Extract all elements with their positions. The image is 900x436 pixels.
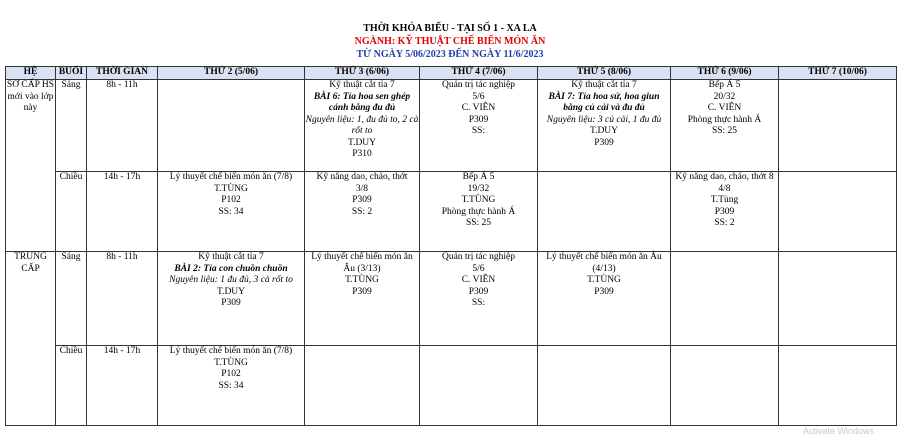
class-line: P309	[221, 298, 241, 308]
buoi-cell: Chiều	[56, 172, 87, 252]
class-line: T.TÙNG	[587, 275, 621, 285]
class-line: T.TÙNG	[214, 357, 248, 368]
class-cell	[158, 172, 305, 252]
class-line: Nguyên liệu: 1, đu đủ to, 2 cà rốt to	[305, 114, 419, 136]
class-line: SS: 34	[218, 380, 244, 391]
class-line: 4/8	[718, 183, 731, 194]
class-line: C. VIÊN	[707, 103, 742, 113]
class-cell	[305, 80, 420, 172]
class-line: 3/8	[355, 183, 369, 194]
class-cell	[671, 172, 779, 252]
time-cell: 8h - 11h	[87, 252, 158, 346]
class-cell	[158, 80, 305, 172]
class-line: Nguyên liệu: 3 củ cải, 1 đu đủ	[546, 114, 662, 125]
class-cell	[158, 252, 305, 346]
class-line: T.TÙNG	[214, 183, 248, 194]
class-line: 5/6	[472, 263, 485, 274]
watermark: Activate Windows	[802, 426, 874, 436]
class-line: Kỹ năng dao, chảo, thớt	[316, 172, 408, 182]
class-cell	[420, 346, 538, 426]
table-row	[6, 172, 897, 252]
class-line: P102	[221, 369, 241, 379]
class-line: P309	[594, 286, 614, 297]
class-line: Kỹ thuật cắt tỉa 7	[198, 252, 264, 262]
class-line: SS: 2	[351, 206, 373, 217]
class-cell	[538, 346, 671, 426]
class-cell	[305, 252, 420, 346]
class-line: Quản trị tác nghiệp	[441, 80, 516, 90]
class-cell	[538, 172, 671, 252]
he-cell: TRUNG CẤP	[6, 252, 56, 426]
class-line: P309	[714, 206, 735, 217]
class-line: Kỹ thuật cắt tỉa 7	[329, 80, 395, 90]
class-line: BÀI 6: Tỉa hoa sen ghép cánh bằng đu đủ	[313, 91, 411, 113]
class-cell	[420, 80, 538, 172]
col-he: HỆ	[6, 67, 56, 80]
class-line: T.DUY	[347, 137, 377, 148]
class-line: Lý thuyết chế biến món ăn (7/8)	[169, 172, 293, 182]
class-cell	[420, 252, 538, 346]
timetable	[5, 66, 897, 426]
class-line: BÀI 2: Tỉa con chuồn chuồn	[174, 263, 288, 274]
class-cell	[779, 172, 897, 252]
class-line: 19/32	[467, 183, 490, 194]
table-row	[6, 80, 897, 172]
class-line: Lý thuyết chế biến món ăn (7/8)	[169, 346, 293, 356]
class-line: C. VIÊN	[461, 275, 496, 285]
header-row	[6, 67, 897, 80]
page-title: THỜI KHÓA BIỂU - TẠI SỐ 1 - XA LA	[363, 23, 537, 34]
class-line: T.DUY	[589, 126, 619, 136]
class-line: T.TÙNG	[345, 275, 379, 285]
class-line: P309	[468, 114, 489, 125]
class-line: SS: 25	[711, 126, 738, 136]
table-row	[6, 346, 897, 426]
class-line: Quản trị tác nghiệp	[441, 252, 516, 262]
class-cell	[420, 172, 538, 252]
col-buoi: BUỔI	[56, 67, 87, 80]
class-line: P309	[468, 286, 489, 297]
class-line: P309	[594, 137, 614, 148]
class-cell	[779, 346, 897, 426]
class-line: Bếp Á 5	[462, 172, 495, 182]
class-line: P102	[221, 195, 241, 205]
time-cell: 8h - 11h	[87, 80, 158, 172]
class-line: BÀI 7: Tỉa hoa sứ, hoa giun bằng củ cải và đu đủ	[548, 91, 660, 113]
class-line: P310	[352, 149, 372, 159]
class-line: SS: 25	[465, 218, 492, 228]
class-line: SS:	[471, 298, 486, 308]
class-cell	[158, 346, 305, 426]
buoi-cell: Chiều	[56, 346, 87, 426]
class-line: SS:	[471, 126, 486, 136]
class-line: T.DUY	[216, 286, 246, 297]
col-day: THỨ 3 (6/06)	[305, 67, 420, 80]
class-cell	[538, 252, 671, 346]
class-line: SS: 34	[218, 206, 244, 217]
header	[0, 22, 900, 61]
class-line: T.TÙNG	[461, 195, 496, 205]
class-line: P309	[352, 195, 372, 205]
class-line: Nguyên liệu: 1 đu đủ, 3 cà rốt to	[169, 275, 293, 285]
time-cell: 14h - 17h	[87, 172, 158, 252]
class-line: Lý thuyết chế biến món ăn Âu (3/13)	[311, 252, 413, 274]
col-day: THỨ 2 (5/06)	[158, 67, 305, 80]
class-line: 20/32	[713, 91, 736, 102]
class-cell	[305, 172, 420, 252]
class-line: Kỹ thuật cắt tỉa 7	[571, 80, 637, 90]
buoi-cell: Sáng	[56, 80, 87, 172]
class-line: Bếp Á 5	[708, 80, 741, 90]
class-line: P309	[352, 286, 372, 297]
buoi-cell: Sáng	[56, 252, 87, 346]
class-line: C. VIÊN	[461, 103, 496, 113]
class-cell	[779, 252, 897, 346]
col-day: THỨ 4 (7/06)	[420, 67, 538, 80]
class-line: Phòng thực hành Á	[441, 206, 516, 217]
he-cell: SƠ CẤP HS mới vào lớp này	[6, 80, 56, 252]
class-cell	[671, 80, 779, 172]
class-line: T.Tùng	[710, 195, 739, 205]
class-cell	[671, 252, 779, 346]
class-line: Phòng thực hành Á	[687, 114, 762, 125]
class-line: SS: 2	[714, 218, 735, 228]
col-thoi-gian: THỜI GIAN	[87, 67, 158, 80]
table-row	[6, 252, 897, 346]
class-line: Kỹ năng dao, chảo, thớt 8	[675, 172, 774, 182]
class-line: Lý thuyết chế biến món ăn Âu (4/13)	[546, 252, 662, 274]
class-cell	[671, 346, 779, 426]
class-cell	[305, 346, 420, 426]
col-day: THỨ 7 (10/06)	[779, 67, 897, 80]
class-cell	[779, 80, 897, 172]
time-cell: 14h - 17h	[87, 346, 158, 426]
col-day: THỨ 6 (9/06)	[671, 67, 779, 80]
class-line: 5/6	[472, 91, 485, 102]
date-range: TỪ NGÀY 5/06/2023 ĐẾN NGÀY 11/6/2023	[356, 49, 544, 60]
class-cell	[538, 80, 671, 172]
major-title: NGÀNH: KỸ THUẬT CHẾ BIẾN MÓN ĂN	[354, 36, 546, 47]
col-day: THỨ 5 (8/06)	[538, 67, 671, 80]
